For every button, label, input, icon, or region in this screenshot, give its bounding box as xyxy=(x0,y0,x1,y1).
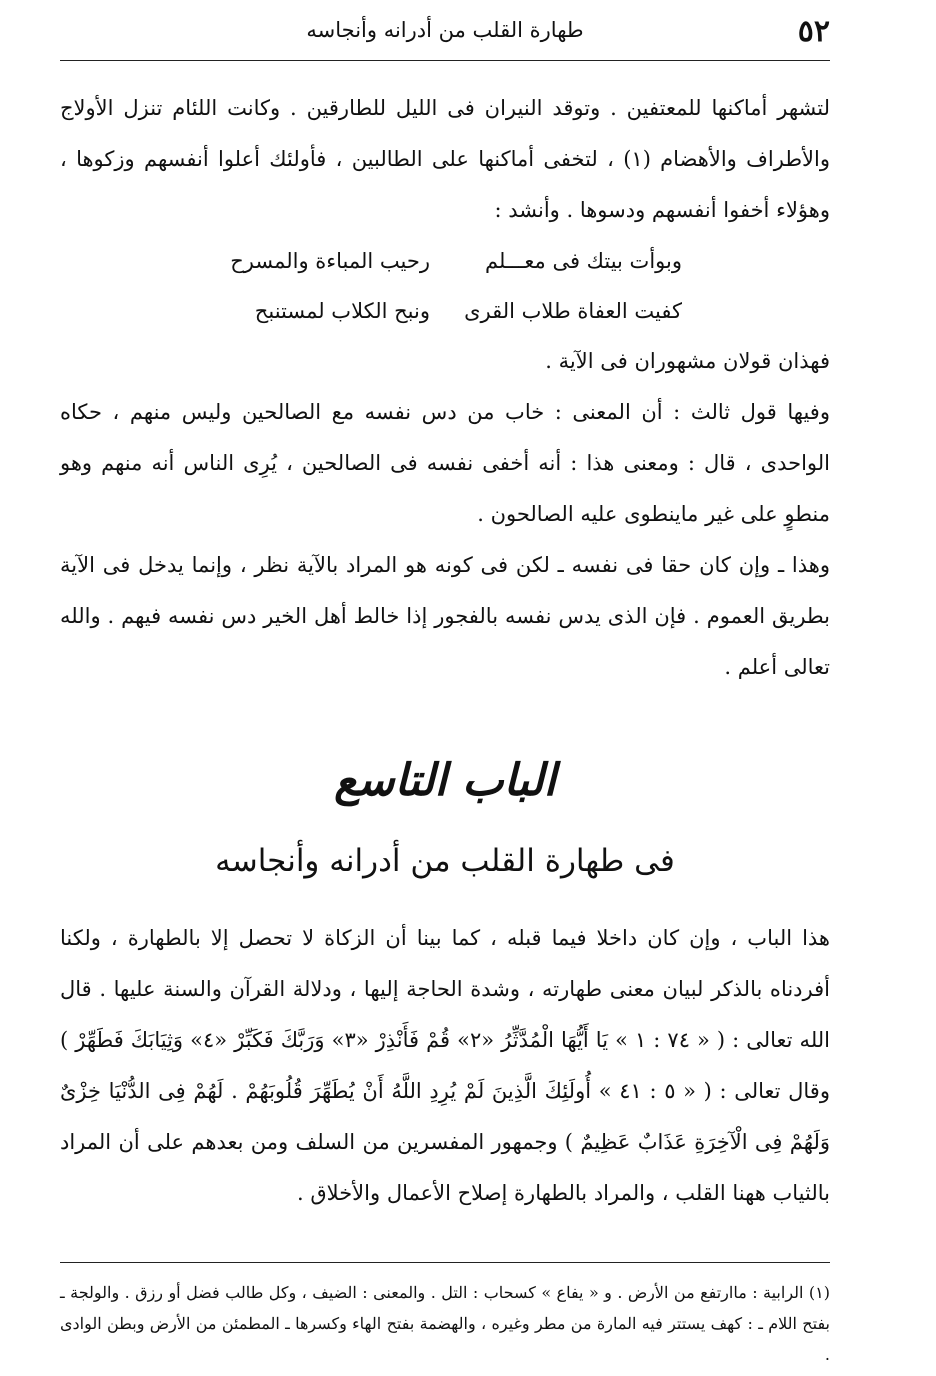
poem-verse xyxy=(60,286,830,336)
chapter-subtitle: فى طهارة القلب من أدرانه وأنجاسه xyxy=(215,843,675,879)
paragraph: لتشهر أماكنها للمعتفين . وتوقد النيران فى الليل للطارقين . وكانت اللئام تنزل الأولاج والأطراف والأهضام (١) ، لتخفى أماكنها على الطالبين ، فأولئك أعلوا أنفسهم وزكوها ، وهؤلاء أخفوا أنفسهم ودسوها . وأنشد : xyxy=(60,96,830,222)
chapter-title: الباب التاسع xyxy=(334,755,556,806)
page-number: ٥٢ xyxy=(797,14,830,49)
footnote: (١) الرابية : ماارتفع من الأرض . و « يفاع » كسحاب : التل . والمعنى : الضيف ، وكل طالب فضل أو رزق . والولجة ـ بفتح اللام ـ : كهف يستتر فيه المارة من مطر وغيره ، والهضمة بفتح الهاء وكسرها ـ المطمئن من الأرض وبطن الوادى . xyxy=(60,1283,831,1364)
poem-verse xyxy=(60,236,830,286)
text-block-top xyxy=(60,83,830,693)
verse-hemistich-left: رحيب المباءة والمسرح xyxy=(230,249,430,273)
page-header xyxy=(60,10,830,61)
chapter-body xyxy=(60,913,830,1219)
running-title: طهارة القلب من أدرانه وأنجاسه xyxy=(306,18,584,42)
verse-hemistich-right: وبوأت بيتك فى معـــلم xyxy=(485,249,682,273)
verse-hemistich-right: كفيت العفاة طلاب القرى xyxy=(464,299,682,323)
book-page xyxy=(60,10,830,1366)
paragraph: هذا الباب ، وإن كان داخلا فيما قبله ، كما بينا أن الزكاة لا تحصل إلا بالطهارة ، ولكنا أفردناه بالذكر لبيان معنى طهارته ، وشدة الحاجة إليها ، ودلالة القرآن والسنة عليها . قال الله تعالى : ( « ٧٤ : ١ » يَا أَيُّهَا الْمُدَّثِّرُ «٢» قُمْ فَأَنْذِرْ «٣» وَرَبَّكَ فَكَبِّرْ «٤» وَثِيَابَكَ فَطَهِّرْ ) وقال تعالى : ( « ٥ : ٤١ » أُولَئِكَ الَّذِينَ لَمْ يُرِدِ اللَّهُ أَنْ يُطَهِّرَ قُلُوبَهُمْ . لَهُمْ فِى الدُّنْيَا خِزْىٌ وَلَهُمْ فِى الْآخِرَةِ عَذَابٌ عَظِيمٌ ) وجمهور المفسرين من السلف ومن بعدهم على أن المراد بالثياب ههنا القلب ، والمراد بالطهارة إصلاح الأعمال والأخلاق . xyxy=(60,926,831,1205)
paragraph: وهذا ـ وإن كان حقا فى نفسه ـ لكن فى كونه هو المراد بالآية نظر ، وإنما يدخل فى الآية بطريق العموم . فإن الذى يدس نفسه بالفجور إذا خالط أهل الخير دس نفسه فيهم . والله تعالى أعلم . xyxy=(60,553,830,679)
verse-hemistich-left: ونبح الكلاب لمستنبح xyxy=(254,299,430,323)
footnote-area xyxy=(60,1262,830,1370)
paragraph: وفيها قول ثالث : أن المعنى : خاب من دس نفسه مع الصالحين وليس منهم ، حكاه الواحدى ، قال : ومعنى هذا : أنه أخفى نفسه فى الصالحين ، يُرِى الناس أنه منهم وهو منطوٍ على غير ماينطوى عليه الصالحون . xyxy=(60,400,830,526)
paragraph: فهذان قولان مشهوران فى الآية . xyxy=(545,349,830,373)
